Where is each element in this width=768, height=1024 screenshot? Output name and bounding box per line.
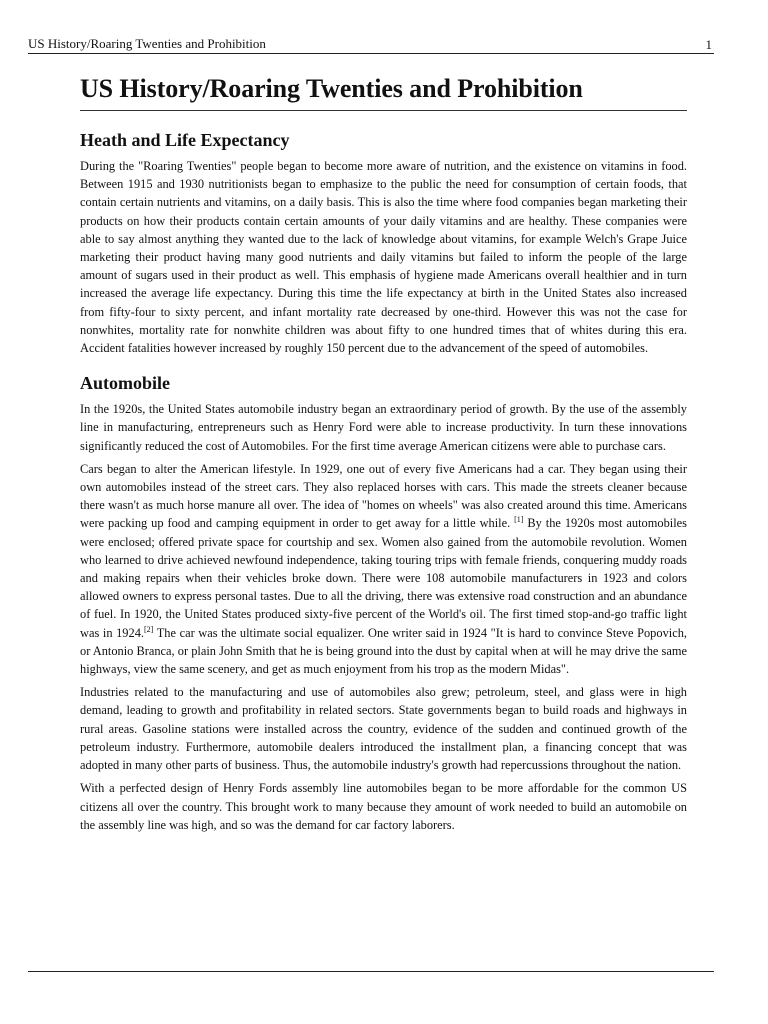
section-heading-automobile: Automobile (80, 373, 170, 394)
page-number: 1 (705, 37, 712, 52)
running-header (28, 35, 714, 54)
article-body (80, 70, 687, 839)
running-header-title: US History/Roaring Twenties and Prohibition (28, 36, 266, 51)
section-heading-health: Heath and Life Expectancy (80, 130, 290, 150)
automobile-paragraph-2-part-c: The car was the ultimate social equalizer. One writer said in 1924 "It is hard to convince Steve Popovich, or Antonio Branca, or plain John Smith that he is being ground into the dust by capital when at will he may drive the same highways, view the same scenery, and get as much enjoyment from his trop as the modern Midas". (80, 625, 687, 677)
footer-divider (28, 971, 714, 972)
citation-link-1[interactable]: [1] (514, 515, 524, 525)
automobile-paragraph-1: In the 1920s, the United States automobile industry began an extraordinary period of growth. By the use of the assembly line in manufacturing, entrepreneurs such as Henry Ford were able to increase productivity. In turn these innovations significantly reduced the cost of Automobiles. For the first time average American citizens were able to purchase cars. (80, 402, 687, 453)
automobile-paragraph-3: Industries related to the manufacturing and use of automobiles also grew; petroleum, steel, and glass were in high demand, leading to growth and profitability in related sectors. State governments began to build roads and highways in rural areas. Gasoline stations were installed across the country, evidence of the sudden and continued growth of the petroleum industry. Furthermore, automobile dealers introduced the installment plan, a financing concept that was adopted in many other parts of business. Thus, the automobile industry's growth had repercussions throughout the nation. (80, 685, 687, 773)
citation-link-2[interactable]: [2] (144, 624, 154, 634)
health-paragraph: During the "Roaring Twenties" people began to become more aware of nutrition, and the existence on vitamins in food. Between 1915 and 1930 nutritionists began to emphasize to the public the need for consumption of certain foods, that contain certain nutrients and vitamins, on a daily basis. This is also the time where food companies began marketing their products on how their products contain certain amounts of your daily vitamins and are healthy. These companies were able to say almost anything they wanted due to the lack of knowledge about vitamins, for example Welch's Grape Juice marketing their product having many good nutrients and daily vitamins but failed to inform the people of the large amount of sugars used in their product as well. This emphasis of hygiene made Americans overall healthier and in turn increased the average life expectancy. During this time the life expectancy at birth in the United States also increased from fifty-four to sixty percent, and infant mortality rate decreased by one-third. However this was not the case for nonwhites, mortality rate for nonwhite children was about fifty to one hundred times that of whites during this era. Accident fatalities however increased by roughly 150 percent due to the advancement of the speed of automobiles. (80, 159, 687, 356)
automobile-paragraph-2 (80, 460, 687, 678)
automobile-paragraph-2-part-a: Cars began to alter the American lifestyle. In 1929, one out of every five Americans had a car. They began using their own automobiles instead of the street cars. They also replaced horses with cars. This made the streets cleaner because there wasn't as much horse manure all over. The idea of "homes on wheels" was also created around this time. Americans were packing up food and camping equipment in order to get away for a little while. (80, 461, 687, 531)
automobile-paragraph-2-part-b: By the 1920s most automobiles were enclosed; offered private space for courtship and sex. Women also gained from the automobile revolution. Women who learned to drive achieved newfound independence, taking touring trips with female friends, conquering muddy roads and making repairs when their vehicles broke down. There were 108 automobile manufacturers in 1923 and colors allowed owners to express personal tastes. Due to all the driving, there was extensive road construction and an abundance of fuel. In 1920, the United States produced sixty-five percent of the World's oil. The first timed stop-and-go traffic light was in 1924. (80, 516, 687, 640)
automobile-paragraph-4: With a perfected design of Henry Fords assembly line automobiles began to be more affordable for the common US citizens all over the country. This brought work to many because they amount of work needed to build an automobile on the assembly line was high, and so was the demand for car factory laborers. (80, 781, 687, 832)
page-title: US History/Roaring Twenties and Prohibition (80, 70, 687, 111)
